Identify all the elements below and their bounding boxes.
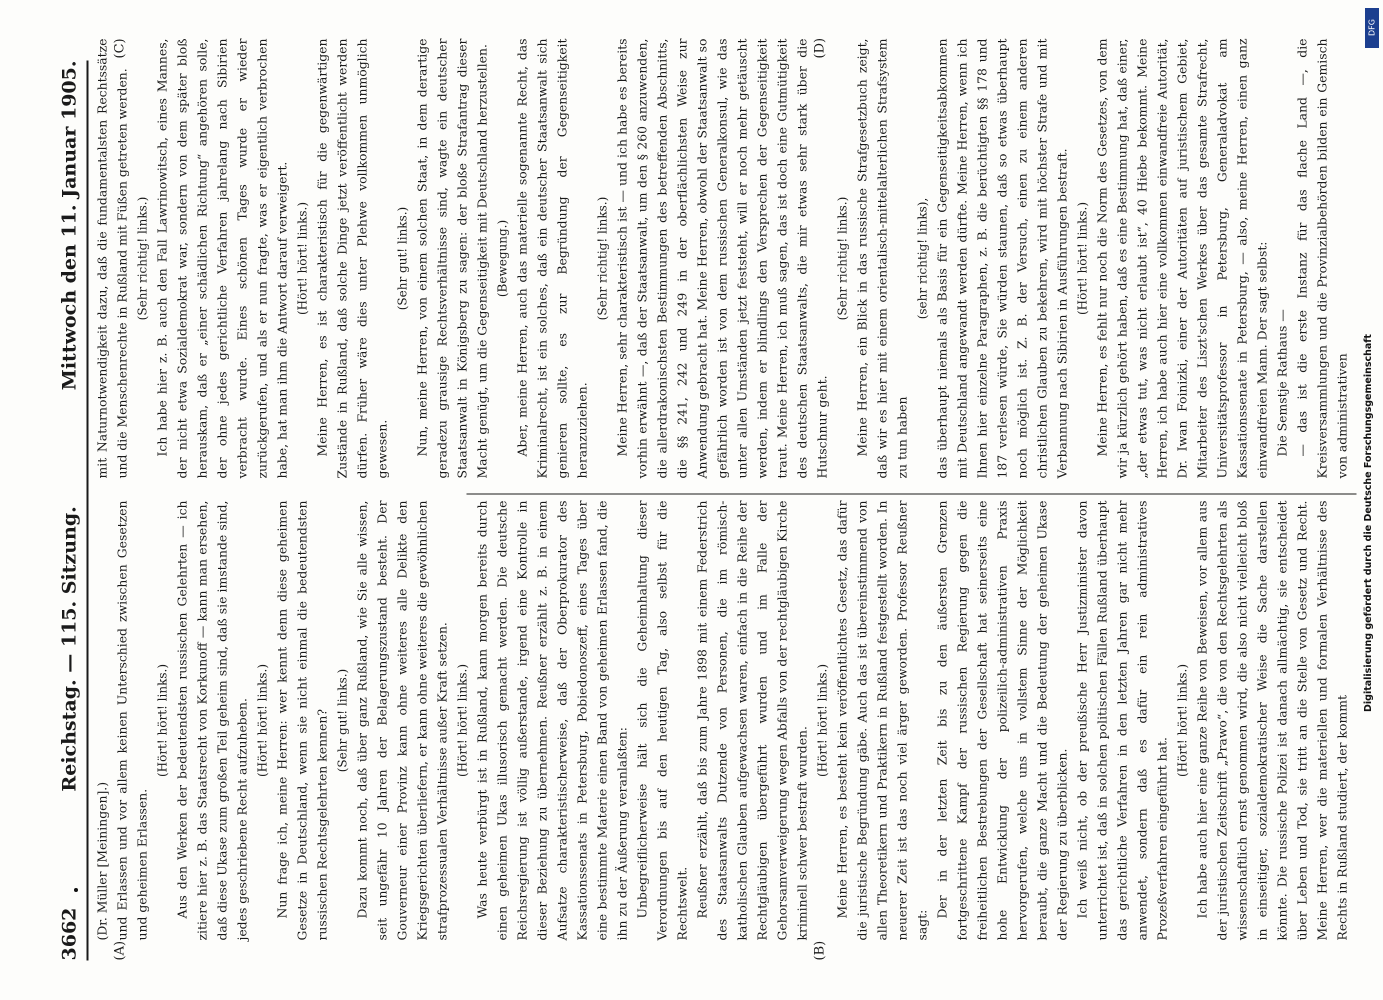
interjection: (Hört! hört! links.): [255, 663, 269, 777]
paragraph: Reußner erzählt, daß bis zum Jahre 1898 mit einem Federstrich des Staatsanwalts Dutzende von Personen, die im römisch-katholischen Glauben aufgewachsen waren, einfach in die Reihe der Rechtgläubigen übergeführt wurden und im Falle der Gehorsamverweigerung wegen Abfalls von der rechtgläubigen Kirche kriminell schwer bestraft wurden.: [694, 500, 809, 940]
paragraph: Meine Herren, ein Blick in das russische Strafgesetzbuch zeigt, daß wir es hier mit einem orientalisch-mittelalterlichen Strafsystem zu tun haben: [854, 38, 909, 478]
margin-marker-b: (B): [812, 940, 827, 960]
paragraph: — das ist die erste Instanz für das flache Land —, die Kreisversammlungen und die Provinzialbehörden bilden ein Gemisch von administrativen: [1294, 38, 1349, 478]
right-column: [92, 38, 1352, 478]
paragraph: Dazu kommt noch, daß über ganz Rußland, wie Sie alle wissen, seit ungefähr 10 Jahren der Belagerungszustand besteht. Der Gouverneur einer Provinz kann ohne weiteres alle Delikte den Kriegsgerichten überliefern, er kann ohne weiteres die gewöhnlichen strafprozessualen Verhältnisse außer Kraft setzen.: [354, 500, 449, 940]
margin-marker-c: (C): [112, 37, 127, 58]
speaker-note: (Dr. Müller [Meiningen].): [94, 781, 109, 940]
column-divider: [466, 493, 1356, 494]
quotation: Der in der letzten Zeit bis zu den äußersten Grenzen fortgeschrittene Kampf der russischen Regierung gegen die freiheitlichen Bestrebungen der Gesellschaft hat seinerseits eine hohe Entwicklung der polizeilich-administrativen Praxis hervorgerufen, welche uns in vollstem Sinne der Möglichkeit beraubt, die ganze Macht und die Bedeutung der geheimen Ukase der Regierung zu überblicken.: [934, 500, 1069, 940]
paragraph: Ich habe auch hier eine ganze Reihe von Beweisen, vor allem aus der juristischen Zeitschrift „Prawo“, die von den Rechtsgelehrten als wissenschaftlich ernst genommen wird, die also nicht vielleicht bloß in einseitiger, sozialdemokratischer Weise die Sache darstellen könnte. Die russische Polizei ist danach allmächtig, sie entscheidet über Leben und Tod, sie tritt an die Stelle von Gesetz und Recht. Meine Herren, wer die materiellen und formalen Verhältnisse des Rechts in Rußland studiert, der kommt: [1194, 500, 1349, 940]
paragraph: Meine Herren, es ist charakteristisch für die gegenwärtigen Zustände in Rußland, daß solche Dinge jetzt veröffentlicht werden dürfen. Früher wäre dies unter Plehwe vollkommen unmöglich gewesen.: [314, 38, 389, 478]
interjection: (Sehr richtig! links.): [135, 196, 149, 320]
quotation: Unbegreiflicherweise hält sich die Geheimhaltung dieser Verordnungen bis auf den heutigen Tag, also selbst für die Rechtswelt.: [634, 500, 689, 940]
paragraph: Meine Herren, es besteht kein veröffentlichtes Gesetz, das dafür die juristische Begründung gäbe. Auch das ist übereinstimmend von allen Theoretikern und Praktikern in Rußland festgestellt worden. In neuerer Zeit ist das noch viel ärger geworden. Professor Reußner sagt:: [834, 500, 929, 940]
paragraph: Was heute verbürgt ist in Rußland, kann morgen bereits durch einen geheimen Ukas illusorisch gemacht werden. Die deutsche Reichsregierung ist völlig außerstande, irgend eine Kontrolle in dieser Beziehung zu übernehmen. Reußner erzählt z. B. in einem Aufsatze charakteristischerweise, daß der Oberprokurator des Kassationssenats in Petersburg, Pobiedonoszeff, eines Tages über eine bestimmte Materie einen Band von geheimen Erlassen fand, die ihn zu der Äußerung veranlaßten:: [474, 500, 629, 940]
header-rule: [86, 60, 88, 960]
paragraph: Meine Herren, sehr charakteristisch ist — und ich habe es bereits vorhin erwähnt —, daß der Staatsanwalt, um den § 260 anzuwenden, die allerdrakonischsten Bestimmungen des betreffenden Abschnitts, die §§ 241, 242 und 249 in der oberflächlichsten Weise zur Anwendung gebracht hat. Meine Herren, obwohl der Staatsanwalt so gefährlich worden ist von dem russischen Generalkonsul, wie das unter allen Umständen jetzt feststeht, will er noch mehr getäuscht werden, indem er blindlings den Versprechen der Gegenseitigkeit traut. Meine Herren, ich muß sagen, das ist doch eine Gutmütigkeit des deutschen Staatsanwalts, die mir etwas sehr stark über die Hutschnur geht.: [614, 38, 829, 478]
interjection: (Hört! hört! links.): [455, 663, 469, 777]
interjection: (Sehr gut! links.): [395, 206, 409, 310]
margin-marker-a: (A): [112, 940, 127, 960]
interjection: (Hört! hört! links.): [155, 663, 169, 777]
quotation: Die Semstje Rathaus —: [1274, 308, 1289, 456]
interjection: (Sehr richtig! links.): [595, 196, 609, 320]
page-number: 3662: [58, 907, 80, 960]
interjection: (Hört! hört! links.): [1175, 663, 1189, 777]
interjection: (Hört! hört! links.): [815, 663, 829, 777]
digitization-credit: Digitalisierung gefördert durch die Deutsche Forschungsgemeinschaft: [1363, 334, 1374, 712]
session-title: Reichstag. — 115. Sitzung.: [58, 505, 80, 792]
paragraph: Nun, meine Herren, von einem solchen Staat, in dem derartige geradezu grausige Rechtsverhältnisse sind, wagte ein deutscher Staatsanwalt in Königsberg zu sagen: der bloße Strafantrag dieser Macht genügt, um die Gegenseitigkeit mit Deutschland herzustellen.: [414, 38, 489, 478]
page-header: [40, 60, 80, 960]
digitization-sidebar: [1361, 0, 1383, 1000]
interjection: (Sehr richtig! links.): [835, 196, 849, 320]
paragraph: das überhaupt niemals als Basis für ein Gegenseitigkeitsabkommen mit Deutschland angewandt werden dürfte. Meine Herren, wenn ich Ihnen hier einzelne Paragraphen, z. B. die berüchtigten §§ 178 und 187 verlesen würde, Sie würden staunen, daß so etwas überhaupt noch möglich ist. Z. B. der Versuch, einen zu einem anderen christlichen Glauben zu bekehren, wird mit höchster Strafe und mit Verbannung nach Sibirien in Ausführungen bestraft.: [934, 38, 1069, 478]
paragraph: Nun frage ich, meine Herren: wer kennt denn diese geheimen Gesetze in Deutschland, wenn sie nicht einmal die bedeutendsten russischen Rechtsgelehrten kennen?: [274, 500, 329, 940]
interjection: (sehr richtig! links),: [915, 197, 929, 319]
paragraph: und Erlassen und vor allem keinen Unterschied zwischen Gesetzen und geheimen Erlassen.: [114, 500, 149, 940]
left-column: [92, 500, 1352, 940]
paragraph: Aber, meine Herren, auch das materielle sogenannte Recht, das Kriminalrecht, ist ein solches, daß ein deutscher Staatsanwalt sich genieren sollte, es zur Begründung der Gegenseitigkeit heranzuziehen.: [514, 38, 589, 478]
interjection: (Sehr gut! links.): [335, 668, 349, 772]
interjection: (Bewegung.): [495, 219, 509, 297]
interjection: (Hört! hört! links.): [295, 201, 309, 315]
session-date: Mittwoch den 11. Januar 1905.: [58, 60, 80, 390]
dfg-logo: DFG: [1365, 8, 1379, 48]
paragraph: mit Naturnotwendigkeit dazu, daß die fundamentalsten Rechtssätze und die Menschenrechte in Rußland mit Füßen getreten werden.: [94, 38, 129, 478]
interjection: (Hört! hört! links.): [1075, 201, 1089, 315]
margin-marker-d: (D): [812, 37, 827, 58]
paragraph: Aus den Werken der bedeutendsten russischen Gelehrten — ich zitiere hier z. B. das Staatsrecht von Korkunoff — kann man ersehen, daß diese Ukase zum großen Teil geheim sind, daß sie imstande sind, jedes geschriebene Recht aufzuheben.: [174, 500, 249, 940]
paragraph: Ich habe hier z. B. auch den Fall Lawrinowitsch, eines Mannes, der nicht etwa Sozialdemokrat war, sondern von dem später bloß herauskam, daß er „einer schädlichen Richtung“ angehören solle, der ohne jedes gerichtliche Verfahren jahrelang nach Sibirien verbracht wurde. Eines schönen Tages wurde er wieder zurückgerufen, und als er nun fragte, was er eigentlich verbrochen habe, hat man ihm die Antwort darauf verweigert.: [154, 38, 289, 478]
paragraph: Meine Herren, es fehlt nur noch die Norm des Gesetzes, von dem wir ja kürzlich gehört haben, daß es eine Bestimmung hat, daß einer, „der etwas tut, was nicht erlaubt ist“, 40 Hiebe bekommt. Meine Herren, ich habe auch hier eine vollkommen einwandfreie Autorität, Dr. Iwan Foinizki, einer der Autoritäten auf juristischem Gebiet, Mitarbeiter des Liszt'schen Werkes über das gesamte Strafrecht, Universitätsprofessor in Petersburg, Generaladvokat am Kassationssenate in Petersburg, — also, meine Herren, einen ganz einwandfreien Mann. Der sagt selbst:: [1094, 38, 1269, 478]
print-dot: [74, 888, 78, 892]
paragraph: Ich weiß nicht, ob der preußische Herr Justizminister davon unterrichtet ist, daß in solchen politischen Fällen Rußland überhaupt das gerichtliche Verfahren in den letzten Jahren gar nicht mehr anwendet, sondern daß es dafür ein rein administratives Prozeßverfahren eingeführt hat.: [1074, 500, 1169, 940]
